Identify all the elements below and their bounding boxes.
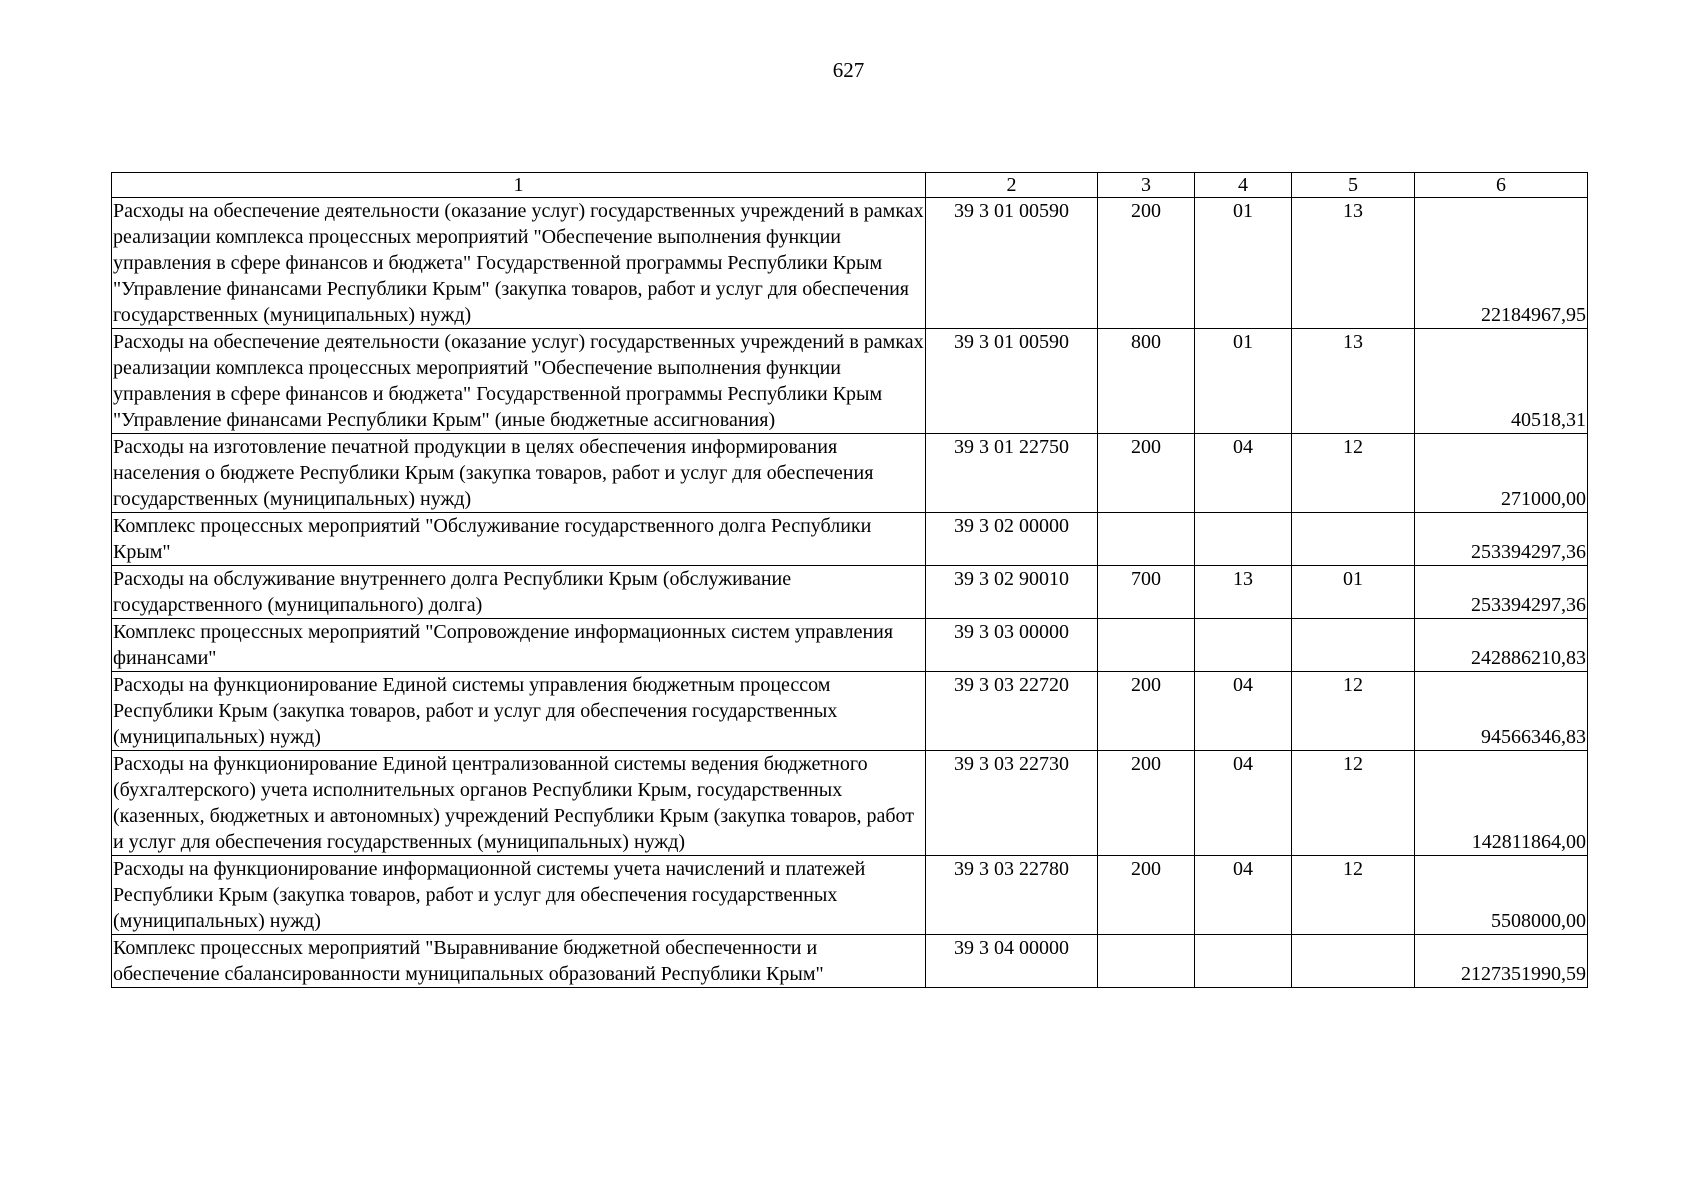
table-row <box>112 329 1588 434</box>
table-row <box>112 513 1588 566</box>
row-description: Расходы на обеспечение деятельности (оказание услуг) государственных учреждений в рамках реализации комплекса процессных мероприятий "Обеспечение выполнения функции управления в сфере финансов и бюджета" Государственной программы Республики Крым "Управление финансами Республики Крым" (иные бюджетные ассигнования) <box>112 329 926 434</box>
row-col5 <box>1292 935 1415 988</box>
row-col5 <box>1292 619 1415 672</box>
row-amount: 142811864,00 <box>1415 751 1588 856</box>
table-row <box>112 566 1588 619</box>
row-col5 <box>1292 513 1415 566</box>
row-col4: 04 <box>1195 434 1292 513</box>
column-header: 1 <box>112 173 926 198</box>
row-col4 <box>1195 935 1292 988</box>
row-col5: 12 <box>1292 856 1415 935</box>
table-row <box>112 434 1588 513</box>
row-col4 <box>1195 619 1292 672</box>
row-col4: 04 <box>1195 672 1292 751</box>
row-description: Расходы на изготовление печатной продукции в целях обеспечения информирования населения о бюджете Республики Крым (закупка товаров, работ и услуг для обеспечения государственных (муниципальных) нужд) <box>112 434 926 513</box>
row-col4: 13 <box>1195 566 1292 619</box>
row-col3 <box>1098 513 1195 566</box>
table-row <box>112 198 1588 329</box>
table-body <box>112 173 1588 988</box>
column-header: 3 <box>1098 173 1195 198</box>
column-header: 4 <box>1195 173 1292 198</box>
row-description: Комплекс процессных мероприятий "Сопровождение информационных систем управления финансами" <box>112 619 926 672</box>
table-header-row <box>112 173 1588 198</box>
row-description: Расходы на функционирование Единой системы управления бюджетным процессом Республики Крым (закупка товаров, работ и услуг для обеспечения государственных (муниципальных) нужд) <box>112 672 926 751</box>
row-code: 39 3 01 00590 <box>926 198 1098 329</box>
row-amount: 22184967,95 <box>1415 198 1588 329</box>
column-header: 5 <box>1292 173 1415 198</box>
table-row <box>112 935 1588 988</box>
row-description: Расходы на функционирование Единой централизованной системы ведения бюджетного (бухгалтерского) учета исполнительных органов Республики Крым, государственных (казенных, бюджетных и автономных) учреждений Республики Крым (закупка товаров, работ и услуг для обеспечения государственных (муниципальных) нужд) <box>112 751 926 856</box>
row-code: 39 3 02 90010 <box>926 566 1098 619</box>
row-code: 39 3 01 00590 <box>926 329 1098 434</box>
row-col4: 01 <box>1195 329 1292 434</box>
row-col4: 04 <box>1195 751 1292 856</box>
row-amount: 2127351990,59 <box>1415 935 1588 988</box>
row-col3: 200 <box>1098 672 1195 751</box>
row-code: 39 3 02 00000 <box>926 513 1098 566</box>
row-description: Расходы на функционирование информационной системы учета начислений и платежей Республики Крым (закупка товаров, работ и услуг для обеспечения государственных (муниципальных) нужд) <box>112 856 926 935</box>
row-description: Комплекс процессных мероприятий "Обслуживание государственного долга Республики Крым" <box>112 513 926 566</box>
budget-table <box>111 172 1588 988</box>
row-description: Расходы на обеспечение деятельности (оказание услуг) государственных учреждений в рамках реализации комплекса процессных мероприятий "Обеспечение выполнения функции управления в сфере финансов и бюджета" Государственной программы Республики Крым "Управление финансами Республики Крым" (закупка товаров, работ и услуг для обеспечения государственных (муниципальных) нужд) <box>112 198 926 329</box>
row-col5: 13 <box>1292 198 1415 329</box>
row-amount: 271000,00 <box>1415 434 1588 513</box>
row-amount: 253394297,36 <box>1415 513 1588 566</box>
row-description: Комплекс процессных мероприятий "Выравнивание бюджетной обеспеченности и обеспечение сбалансированности муниципальных образований Республики Крым" <box>112 935 926 988</box>
row-col5: 12 <box>1292 434 1415 513</box>
row-col3 <box>1098 619 1195 672</box>
table-row <box>112 856 1588 935</box>
row-amount: 253394297,36 <box>1415 566 1588 619</box>
row-code: 39 3 03 22780 <box>926 856 1098 935</box>
row-code: 39 3 03 22720 <box>926 672 1098 751</box>
page-number: 627 <box>832 58 865 82</box>
row-amount: 94566346,83 <box>1415 672 1588 751</box>
row-col5: 01 <box>1292 566 1415 619</box>
row-code: 39 3 01 22750 <box>926 434 1098 513</box>
row-col5: 12 <box>1292 672 1415 751</box>
row-col3: 200 <box>1098 751 1195 856</box>
row-col3: 200 <box>1098 856 1195 935</box>
row-amount: 5508000,00 <box>1415 856 1588 935</box>
row-col4: 04 <box>1195 856 1292 935</box>
table-row <box>112 672 1588 751</box>
column-header: 2 <box>926 173 1098 198</box>
row-col4 <box>1195 513 1292 566</box>
row-code: 39 3 04 00000 <box>926 935 1098 988</box>
row-code: 39 3 03 22730 <box>926 751 1098 856</box>
row-col3: 200 <box>1098 198 1195 329</box>
row-description: Расходы на обслуживание внутреннего долга Республики Крым (обслуживание государственного (муниципального) долга) <box>112 566 926 619</box>
row-amount: 242886210,83 <box>1415 619 1588 672</box>
table-row <box>112 619 1588 672</box>
row-code: 39 3 03 00000 <box>926 619 1098 672</box>
table-row <box>112 751 1588 856</box>
row-col3: 800 <box>1098 329 1195 434</box>
row-col3: 200 <box>1098 434 1195 513</box>
row-col5: 13 <box>1292 329 1415 434</box>
row-amount: 40518,31 <box>1415 329 1588 434</box>
row-col3: 700 <box>1098 566 1195 619</box>
row-col5: 12 <box>1292 751 1415 856</box>
row-col4: 01 <box>1195 198 1292 329</box>
row-col3 <box>1098 935 1195 988</box>
column-header: 6 <box>1415 173 1588 198</box>
